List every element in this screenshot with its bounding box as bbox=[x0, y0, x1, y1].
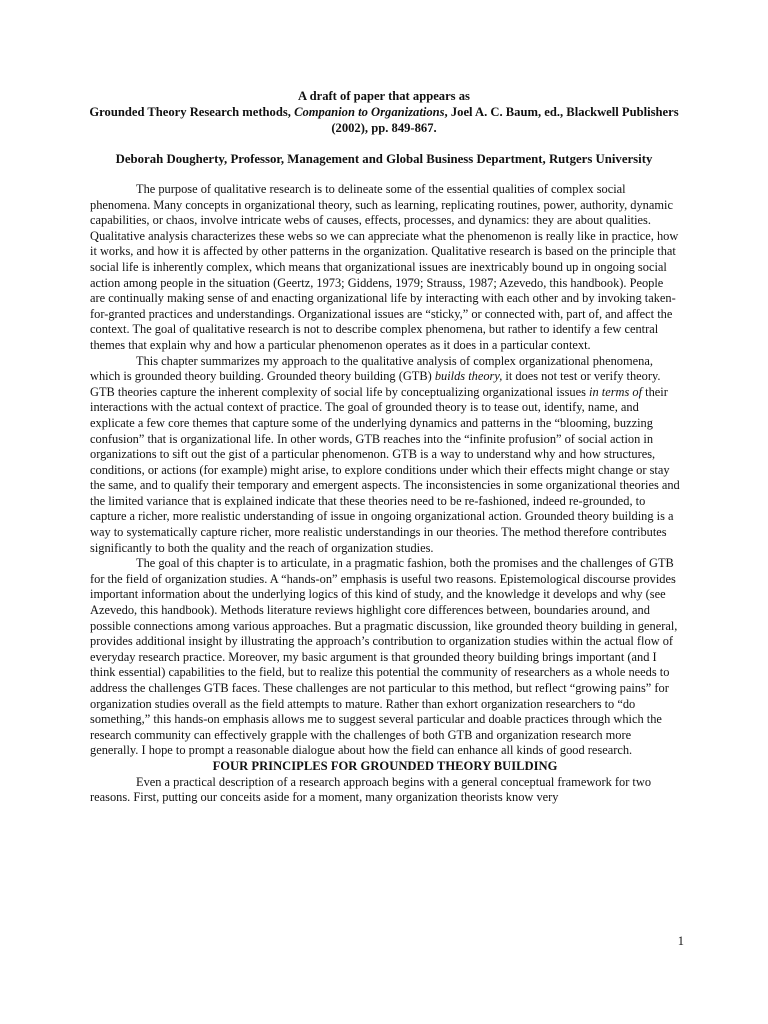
title-line-1: A draft of paper that appears as bbox=[298, 89, 470, 103]
paragraph-1: The purpose of qualitative research is to delineate some of the essential qualities of complex social phenomena. Many concepts in organizational theory, such as learning, replicating routines, power, authority, dynamic capabilities, or chaos, involve intricate webs of causes, effects, processes, and dynamics: they are about qualities. Qualitative analysis characterizes these webs so we can appreciate what the phenomenon is really like in practice, how it works, and how it is affected by other patterns in the organization. Qualitative research is based on the principle that social life is inherently complex, which means that organizational issues are inextricably bound up in ongoing social action among people in the situation (Geertz, 1973; Giddens, 1979; Strauss, 1987; Azevedo, this handbook). People are continually making sense of and enacting organizational life by interacting with each other and by invoking taken-for-granted practices and understandings. Organizational issues are “sticky,” or connected with, part of, and affect the context. The goal of qualitative research is not to describe complex phenomena, but rather to identify a few central themes that explain why and how a particular phenomenon operates as it does in a particular context. bbox=[90, 182, 679, 352]
page-number: 1 bbox=[677, 934, 684, 948]
title-block bbox=[86, 88, 682, 136]
title-line-2-end: , Joel A. C. Baum, ed., Blackwell Publishers (2002), pp. 849-867. bbox=[331, 105, 679, 135]
paragraph-2-italic-in-terms-of: in terms of bbox=[589, 384, 643, 399]
paragraph-2-part-e: their interactions with the actual context of practice. The goal of grounded theory is to tease out, identify, name, and explicate a few core themes that capture some of the underlying dynamics and patterns in the “blooming, buzzing confusion” that is organizational life. In other words, GTB reaches into the “infinite profusion” of social action in organizations to sift out the gist of a particular phenomenon. GTB is a way to understand why and how structures, conditions, or actions (for example) might arise, to explore conditions under which their effects might change or stay the same, and to qualify their temporary and emergent aspects. The inconsistencies in some organizational theories and the limited variance that is explained indicate that these theories need to be re-fashioned, indeed re-grounded, to capture a richer, more realistic understanding of issue in ongoing organizational action. Grounded theory building is a way to systematically capture richer, more realistic understandings in our theories. The method therefore contributes significantly to both the quality and the reach of organization studies. bbox=[90, 384, 680, 555]
title-line-2-start: Grounded Theory Research methods, bbox=[89, 105, 295, 119]
paragraph-2-part-c: it does not test or verify theory. GTB theories capture the inherent complexity of social life by conceptualizing organizational issues bbox=[90, 369, 661, 399]
section-heading: FOUR PRINCIPLES FOR GROUNDED THEORY BUILDING bbox=[212, 758, 558, 773]
paragraph-2-part-a: This chapter summarizes my approach to the qualitative analysis of complex organizational phenomena, which is grounded theory building. Grounded theory building (GTB) bbox=[90, 353, 653, 384]
body-text bbox=[90, 182, 680, 806]
title-line-2 bbox=[86, 104, 682, 136]
paragraph-4: Even a practical description of a research approach begins with a general conceptual framework for two reasons. First, putting our conceits aside for a moment, many organization theorists know very bbox=[90, 774, 652, 805]
paragraph-3: The goal of this chapter is to articulate, in a pragmatic fashion, both the promises and the challenges of GTB for the field of organization studies. A “hands-on” emphasis is useful two reasons. Epistemological discourse provides important information about the underlying logics of this kind of study, and the knowledge it develops and why (see Azevedo, this handbook). Methods literature reviews highlight core differences between, boundaries around, and possible connections among various approaches. But a pragmatic discussion, like grounded theory building in general, provides additional insight by illustrating the approach’s contribution to organization studies within the actual flow of everyday research practice. Moreover, my basic argument is that grounded theory building brings important (and I think essential) capabilities to the field, but to realize this potential the community of researchers as a whole needs to address the challenges GTB faces. These challenges are not particular to this method, but reflect “growing pains” for organization studies overall as the field attempts to mature. Rather than exhort organization researchers to “do something,” this hands-on emphasis allows me to suggest several particular and doable practices through which the research community can effectively grapple with the challenges of both GTB and organization research more generally. I hope to prompt a reasonable dialogue about how the field can enhance all kinds of good research. bbox=[90, 556, 678, 758]
paragraph-2-italic-builds-theory: builds theory, bbox=[434, 369, 503, 384]
title-book-italic: Companion to Organizations bbox=[294, 105, 445, 119]
author-line: Deborah Dougherty, Professor, Management and Global Business Department, Rutgers University bbox=[115, 152, 653, 166]
paragraph-2 bbox=[90, 354, 680, 557]
